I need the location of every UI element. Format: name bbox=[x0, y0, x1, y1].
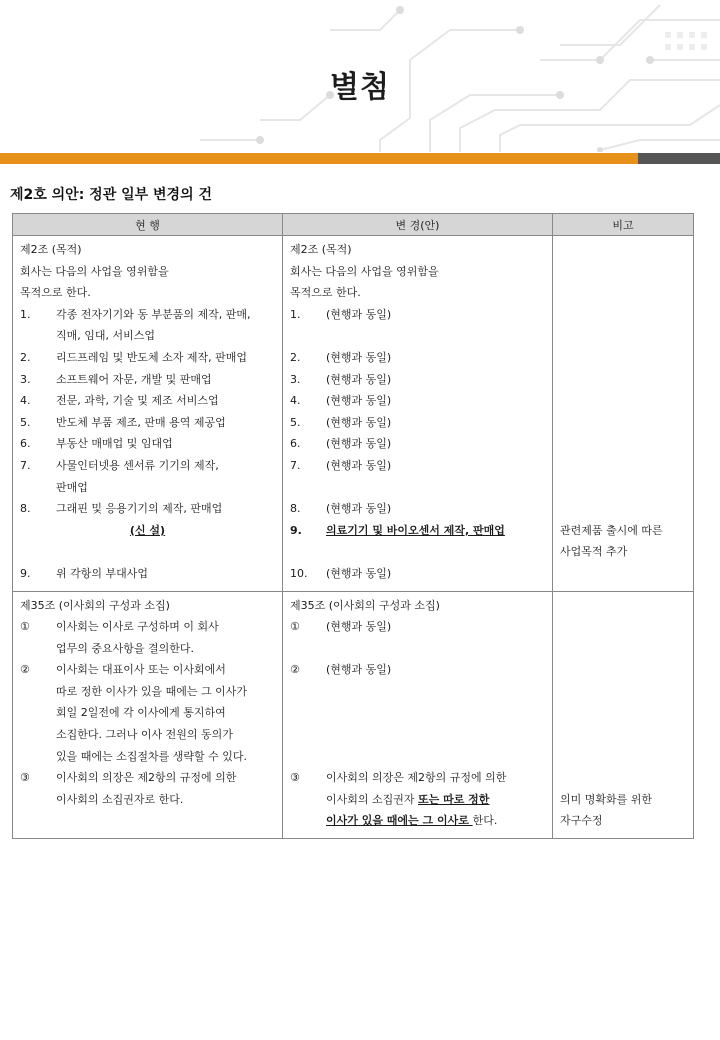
list-item: 5. (현행과 동일) bbox=[290, 415, 392, 429]
list-item-continued: 직매, 임대, 서비스업 bbox=[56, 329, 155, 343]
art35-heading: 제35조 (이사회의 구성과 소집) bbox=[20, 598, 170, 612]
section-title: 제2호 의안: 정관 일부 변경의 건 bbox=[10, 187, 212, 203]
list-item: ② 이사회는 대표이사 또는 이사회에서 bbox=[20, 663, 226, 677]
art35-heading: 제35조 (이사회의 구성과 소집) bbox=[290, 598, 440, 612]
art2-proposed-cell bbox=[283, 236, 553, 592]
list-item: 6. (현행과 동일) bbox=[290, 437, 392, 451]
remark-text: 의미 명확화를 위한 bbox=[560, 792, 653, 806]
remark-text: 자구수정 bbox=[560, 814, 603, 828]
art2-intro: 회사는 다음의 사업을 영위함을 bbox=[290, 264, 439, 278]
list-item-continued: 소집한다. 그러나 이사 전원의 동의가 bbox=[56, 728, 233, 742]
list-item-continued: 업무의 중요사항을 결의한다. bbox=[56, 641, 195, 655]
list-item: 5. 반도체 부품 제조, 판매 용역 제공업 bbox=[20, 415, 226, 429]
list-item: 4. (현행과 동일) bbox=[290, 394, 392, 408]
list-item: 10. (현행과 동일) bbox=[290, 566, 392, 580]
accent-bar bbox=[0, 153, 638, 164]
art2-intro: 목적으로 한다. bbox=[290, 286, 361, 300]
art35-proposed-cell bbox=[283, 591, 553, 839]
art2-remark-cell bbox=[553, 236, 694, 592]
accent-bar-dark bbox=[638, 153, 720, 164]
remark-text: 사업목적 추가 bbox=[560, 545, 628, 559]
list-item: 6. 부동산 매매업 및 임대업 bbox=[20, 437, 173, 451]
list-item-continued: 이사회의 소집권자로 한다. bbox=[56, 792, 184, 806]
list-item-continued: 회일 2일전에 각 이사에게 통지하여 bbox=[56, 706, 226, 720]
table-header-row bbox=[13, 214, 694, 236]
list-item: 7. (현행과 동일) bbox=[290, 458, 392, 472]
list-item: 4. 전문, 과학, 기술 및 제조 서비스업 bbox=[20, 394, 219, 408]
list-item: 8. 그래핀 및 응용기기의 제작, 판매업 bbox=[20, 502, 223, 516]
list-item: 1. (현행과 동일) bbox=[290, 307, 392, 321]
list-item-continued: 판매업 bbox=[56, 480, 88, 494]
list-item: 3. (현행과 동일) bbox=[290, 372, 392, 386]
list-item: ② (현행과 동일) bbox=[290, 663, 392, 677]
list-item: 3. 소프트웨어 자문, 개발 및 판매업 bbox=[20, 372, 212, 386]
table-row bbox=[13, 236, 694, 592]
art2-intro: 회사는 다음의 사업을 영위함을 bbox=[20, 264, 169, 278]
list-item: 9. 위 각항의 부대사업 bbox=[20, 566, 149, 580]
art2-intro: 목적으로 한다. bbox=[20, 286, 91, 300]
list-item: ③ 이사회의 의장은 제2항의 규정에 의한 bbox=[290, 771, 507, 785]
art2-current-cell bbox=[13, 236, 283, 592]
header-proposed: 변 경(안) bbox=[283, 214, 553, 236]
list-item: 1. 각종 전자기기와 동 부분품의 제작, 판매, bbox=[20, 307, 251, 321]
comparison-table bbox=[12, 213, 694, 839]
table-row bbox=[13, 591, 694, 839]
page-header bbox=[0, 0, 720, 165]
header-current: 현 행 bbox=[13, 214, 283, 236]
remark-text: 관련제품 출시에 따른 bbox=[560, 523, 663, 537]
list-item: 7. 사물인터넷용 센서류 기기의 제작, bbox=[20, 458, 219, 472]
list-item: 2. 리드프레임 및 반도체 소자 제작, 판매업 bbox=[20, 350, 247, 364]
list-item: 8. (현행과 동일) bbox=[290, 502, 392, 516]
art35-current-cell bbox=[13, 591, 283, 839]
art2-heading: 제2조 (목적) bbox=[20, 243, 82, 256]
new-clause-mark: (신 설) bbox=[129, 523, 166, 537]
list-item: 2. (현행과 동일) bbox=[290, 350, 392, 364]
art2-heading: 제2조 (목적) bbox=[290, 243, 352, 256]
list-item: ① (현행과 동일) bbox=[290, 620, 392, 634]
new-list-item: 9. 의료기기 및 바이오센서 제작, 판매업 bbox=[290, 523, 505, 537]
page-title: 별첨 bbox=[330, 70, 390, 105]
list-item-continued: 따로 정한 이사가 있을 때에는 그 이사가 bbox=[56, 684, 247, 698]
list-item-continued: 이사가 있을 때에는 그 이사로 한다. bbox=[326, 814, 498, 828]
list-item-continued: 이사회의 소집권자 또는 따로 정한 bbox=[326, 792, 490, 806]
list-item: ③ 이사회의 의장은 제2항의 규정에 의한 bbox=[20, 771, 237, 785]
list-item-continued: 있을 때에는 소집절차를 생략할 수 있다. bbox=[56, 749, 247, 763]
art35-remark-cell bbox=[553, 591, 694, 839]
header-remark: 비고 bbox=[553, 214, 694, 236]
list-item: ① 이사회는 이사로 구성하며 이 회사 bbox=[20, 620, 219, 634]
